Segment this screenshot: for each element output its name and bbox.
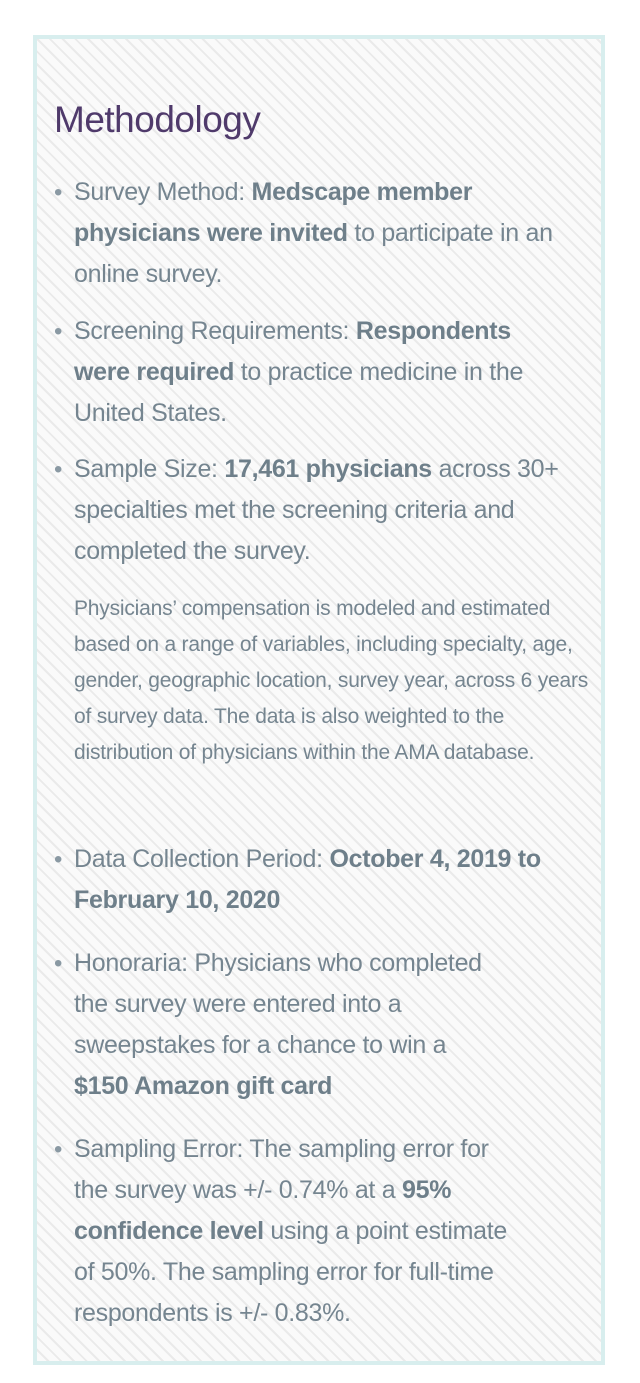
bullet-icon: •: [54, 318, 63, 345]
item-bold: 95% confidence level: [74, 1176, 452, 1245]
list-item-sample-size: [74, 449, 584, 572]
item-label: Survey Method:: [74, 178, 245, 206]
item-bold: 17,461 physicians: [224, 455, 432, 483]
item-bold: Medscape member physicians were invited: [74, 178, 473, 247]
list-item-sampling-error: [74, 1129, 524, 1334]
compensation-note: Physicians’ compensation is modeled and estimated based on a range of variables, including specialty, age, gender, geographic location, survey year, across 6 years of survey data. The data is also weighted to the distribution of physicians within the AMA database.: [74, 597, 589, 764]
bullet-icon: •: [54, 846, 63, 873]
page-title: Methodology: [54, 99, 261, 140]
bullet-icon: •: [54, 1136, 63, 1163]
item-bold: $150 Amazon gift card: [74, 1072, 333, 1100]
item-label: Sample Size:: [74, 455, 218, 483]
list-item-honoraria: [74, 943, 494, 1107]
list-item-data-collection-period: [74, 839, 584, 921]
item-text: to practice medicine in the United States.: [74, 358, 524, 427]
item-text: using a point estimate of 50%. The sampling error for full-time respondents is +/- 0.83%.: [74, 1217, 507, 1327]
item-text: The sampling error for the survey was +/- 0.74% at a: [74, 1135, 489, 1204]
item-label: Data Collection Period:: [74, 845, 323, 873]
item-text: across 30+ specialties met the screening criteria and completed the survey.: [74, 455, 559, 565]
bullet-icon: •: [54, 950, 63, 977]
methodology-panel: [33, 35, 605, 1365]
list-item-survey-method: [74, 172, 584, 295]
bullet-icon: •: [54, 179, 63, 206]
item-label: Screening Requirements:: [74, 317, 350, 345]
item-text: to participate in an online survey.: [74, 219, 553, 288]
item-text: Physicians who completed the survey were entered into a sweepstakes for a chance to win a: [74, 949, 482, 1059]
item-label: Sampling Error:: [74, 1135, 244, 1163]
item-bold: Respondents were required: [74, 317, 511, 386]
bullet-icon: •: [54, 456, 63, 483]
list-item-screening-requirements: [74, 311, 544, 434]
item-bold: October 4, 2019 to February 10, 2020: [74, 845, 541, 914]
item-label: Honoraria:: [74, 949, 188, 977]
